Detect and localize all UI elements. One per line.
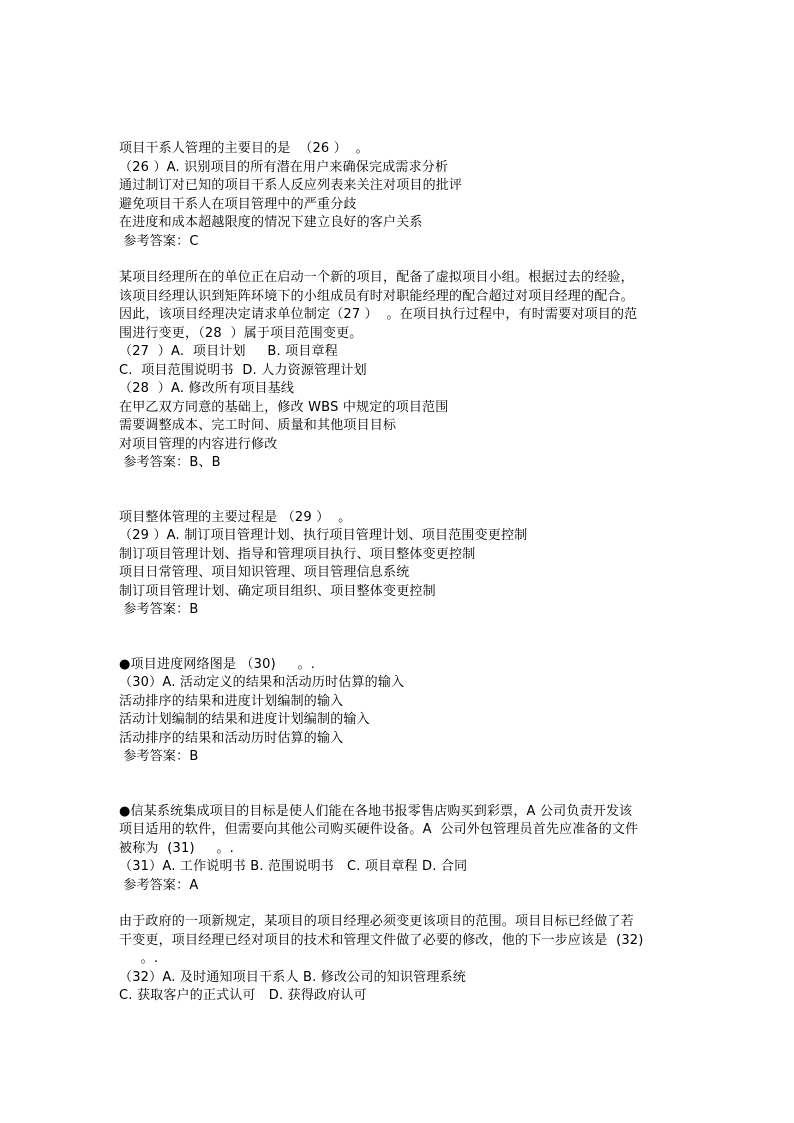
option-b: 通过制订对已知的项目干系人反应列表来关注对项目的批评 [119, 178, 463, 193]
answer-line: 参考答案：B、B [119, 455, 221, 470]
spacer [119, 895, 689, 913]
answer-line: 参考答案：A [119, 877, 199, 893]
options-line-ab: （32）A. 及时通知项目干系人 B. 修改公司的知识管理系统 [119, 969, 466, 985]
question-26 [119, 140, 689, 251]
option-27-cd: C. 项目范围说明书 D. 人力资源管理计划 [119, 362, 367, 378]
question-29 [119, 509, 689, 620]
option-d: 在进度和成本超越限度的情况下建立良好的客户关系 [119, 215, 423, 230]
option-c: 活动计划编制的结果和进度计划编制的输入 [119, 712, 370, 727]
option-a: （26 ）A. 识别项目的所有潜在用户来确保完成需求分析 [119, 159, 449, 175]
option-a: （30）A. 活动定义的结果和活动历时估算的输入 [119, 675, 405, 690]
answer-line: 参考答案：B [119, 749, 199, 764]
option-d: 活动排序的结果和活动历时估算的输入 [119, 730, 344, 746]
question-stem-line-3: 因此，该项目经理决定请求单位制定（27 ） 。在项目执行过程中，有时需要对项目的范 [119, 307, 638, 322]
option-a: （29 ）A. 制订项目管理计划、执行项目管理计划、项目范围变更控制 [119, 528, 528, 543]
question-stem-line-4: 围进行变更，（28 ）属于项目范围变更。 [119, 325, 363, 341]
question-stem: 项目整体管理的主要过程是 （29 ） 。 [119, 509, 352, 525]
question-stem-line-2: 项目适用的软件，但需要向其他公司购买硬件设备。A 公司外包管理员首先应准备的文件 [119, 822, 639, 837]
spacer [119, 767, 689, 803]
question-stem-line-1: ●信某系统集成项目的目标是使人们能在各地书报零售店购买到彩票，A 公司负责开发该 [119, 803, 633, 819]
answer-line: 参考答案：C [119, 233, 199, 249]
question-31 [119, 803, 689, 896]
option-28-c: 需要调整成本、完工时间、质量和其他项目目标 [119, 418, 397, 433]
question-27-28 [119, 269, 689, 473]
question-stem-line-3: 被称为 (31) 。. [119, 840, 234, 856]
question-stem: 项目干系人管理的主要目的是 （26 ） 。 [119, 141, 369, 156]
question-stem-line-2: 干变更，项目经理已经对项目的技术和管理文件做了必要的修改，他的下一步应该是 (32) [119, 932, 644, 948]
question-stem-line-1: 由于政府的一项新规定，某项目的项目经理必须变更该项目的范围。项目目标已经做了若 [119, 914, 634, 929]
option-c: 避免项目干系人在项目管理中的严重分歧 [119, 196, 357, 212]
spacer [119, 251, 689, 269]
option-27-ab: （27 ）A. 项目计划 B. 项目章程 [119, 344, 338, 359]
question-32 [119, 913, 689, 1006]
options-line-cd: C. 获取客户的正式认可 D. 获得政府认可 [119, 988, 367, 1003]
option-28-a: （28 ）A. 修改所有项目基线 [119, 381, 295, 396]
question-stem-line-2: 该项目经理认识到矩阵环境下的小组成员有时对职能经理的配合超过对项目经理的配合。 [119, 288, 634, 304]
option-28-b: 在甲乙双方同意的基础上，修改 WBS 中规定的项目范围 [119, 399, 449, 415]
option-c: 项目日常管理、项目知识管理、项目管理信息系统 [119, 565, 410, 580]
spacer [119, 473, 689, 509]
option-b: 活动排序的结果和进度计划编制的输入 [119, 693, 344, 709]
spacer [119, 620, 689, 656]
question-30 [119, 656, 689, 767]
option-d: 制订项目管理计划、确定项目组织、项目整体变更控制 [119, 583, 436, 599]
options-line: （31）A. 工作说明书 B. 范围说明书 C. 项目章程 D. 合同 [119, 859, 468, 874]
question-stem-line-3: 。. [119, 951, 159, 966]
question-stem-line-1: 某项目经理所在的单位正在启动一个新的项目，配备了虚拟项目小组。根据过去的经验， [119, 270, 634, 285]
question-stem: ●项目进度网络图是 （30) 。. [119, 656, 316, 672]
answer-line: 参考答案：B [119, 602, 199, 617]
option-28-d: 对项目管理的内容进行修改 [119, 436, 278, 452]
option-b: 制订项目管理计划、指导和管理项目执行、项目整体变更控制 [119, 546, 476, 562]
document-page [119, 140, 689, 1006]
